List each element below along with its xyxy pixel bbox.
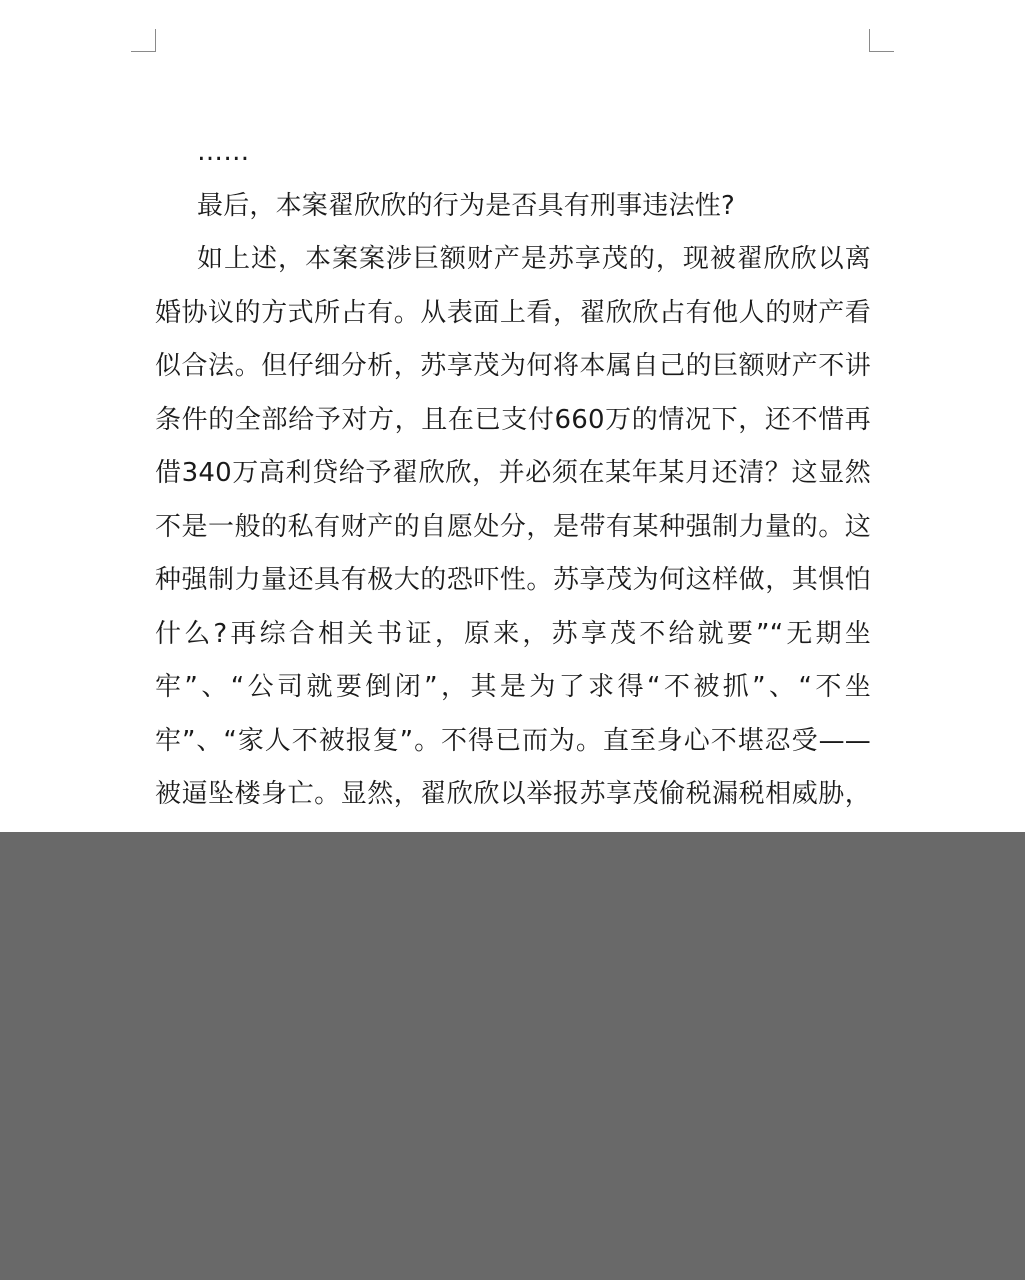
question-paragraph: 最后，本案翟欣欣的行为是否具有刑事违法性? — [197, 190, 736, 221]
main-paragraph: 如上述，本案案涉巨额财产是苏享茂的，现被翟欣欣以离婚协议的方式所占有。从表面上看，翟欣欣占有他人的财产看似合法。但仔细分析，苏享茂为何将本属自己的巨额财产不讲条件的全部给予对方，且在已支付660万的情况下，还不惜再借340万高利贷给予翟欣欣，并必须在某年某月还清？这显然不是一般的私有财产的自愿处分，是带有某种强制力量的。这种强制力量还具有极大的恐吓性。苏享茂为何这样做，其惧怕什么?再综合相关书证，原来，苏享茂不给就要”“无期坐牢”、“公司就要倒闭”，其是为了求得“不被抓”、“不坐牢”、“家人不被报复”。不得已而为。直至身心不堪忍受——被逼坠楼身亡。显然，翟欣欣以举报苏享茂偷税漏税相威胁， — [155, 244, 871, 809]
top-right-crop-mark — [869, 29, 894, 52]
gray-overlay — [0, 832, 1025, 1280]
ellipsis-line: …… — [197, 137, 250, 167]
top-left-crop-mark — [131, 29, 156, 52]
document-body — [155, 126, 871, 929]
